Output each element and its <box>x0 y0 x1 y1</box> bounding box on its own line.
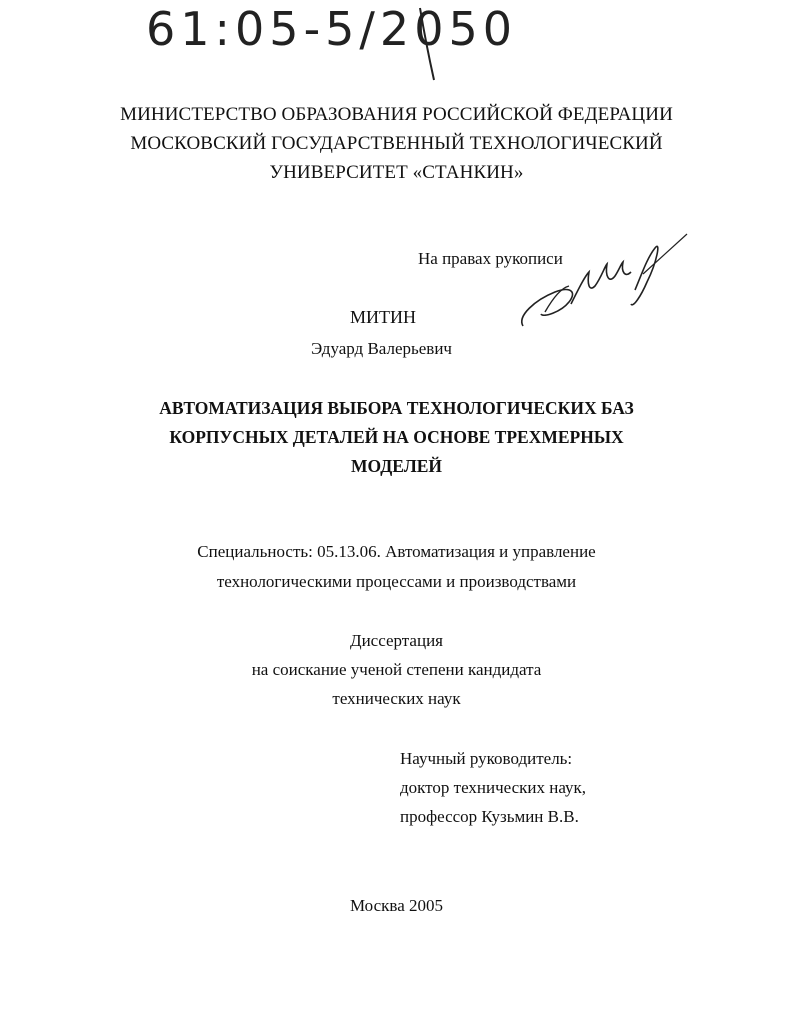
degree-line-1: Диссертация <box>349 631 443 650</box>
specialty-line-2: технологическими процессами и производствами <box>216 572 577 591</box>
degree-line-3: технических наук <box>332 689 461 708</box>
ministry-line: МИНИСТЕРСТВО ОБРАЗОВАНИЯ РОССИЙСКОЙ ФЕДЕРАЦИИ <box>120 104 673 125</box>
degree-line-2: на соискание ученой степени кандидата <box>251 660 542 679</box>
university-line-2: УНИВЕРСИТЕТ «СТАНКИН» <box>269 162 524 183</box>
specialty-line-1: Специальность: 05.13.06. Автоматизация и управление <box>197 542 596 561</box>
dissertation-title-line-2: КОРПУСНЫХ ДЕТАЛЕЙ НА ОСНОВЕ ТРЕХМЕРНЫХ <box>169 427 624 447</box>
supervisor-label: Научный руководитель: <box>400 749 573 768</box>
dissertation-title-line-3: МОДЕЛЕЙ <box>350 456 443 476</box>
author-given-names: Эдуард Валерьевич <box>311 339 452 358</box>
handwritten-divider-stroke <box>412 4 442 84</box>
university-line-1: МОСКОВСКИЙ ГОСУДАРСТВЕННЫЙ ТЕХНОЛОГИЧЕСКИЙ <box>130 133 663 154</box>
city-year: Москва 2005 <box>349 896 444 915</box>
author-signature <box>515 228 695 343</box>
manuscript-rights-note: На правах рукописи <box>418 249 563 268</box>
handwritten-archive-number: 61:05-5/2050 <box>146 2 517 56</box>
author-surname: МИТИН <box>350 307 416 327</box>
dissertation-title-line-1: АВТОМАТИЗАЦИЯ ВЫБОРА ТЕХНОЛОГИЧЕСКИХ БАЗ <box>159 398 634 418</box>
supervisor-name: профессор Кузьмин В.В. <box>400 807 579 826</box>
supervisor-degree: доктор технических наук, <box>400 778 587 797</box>
